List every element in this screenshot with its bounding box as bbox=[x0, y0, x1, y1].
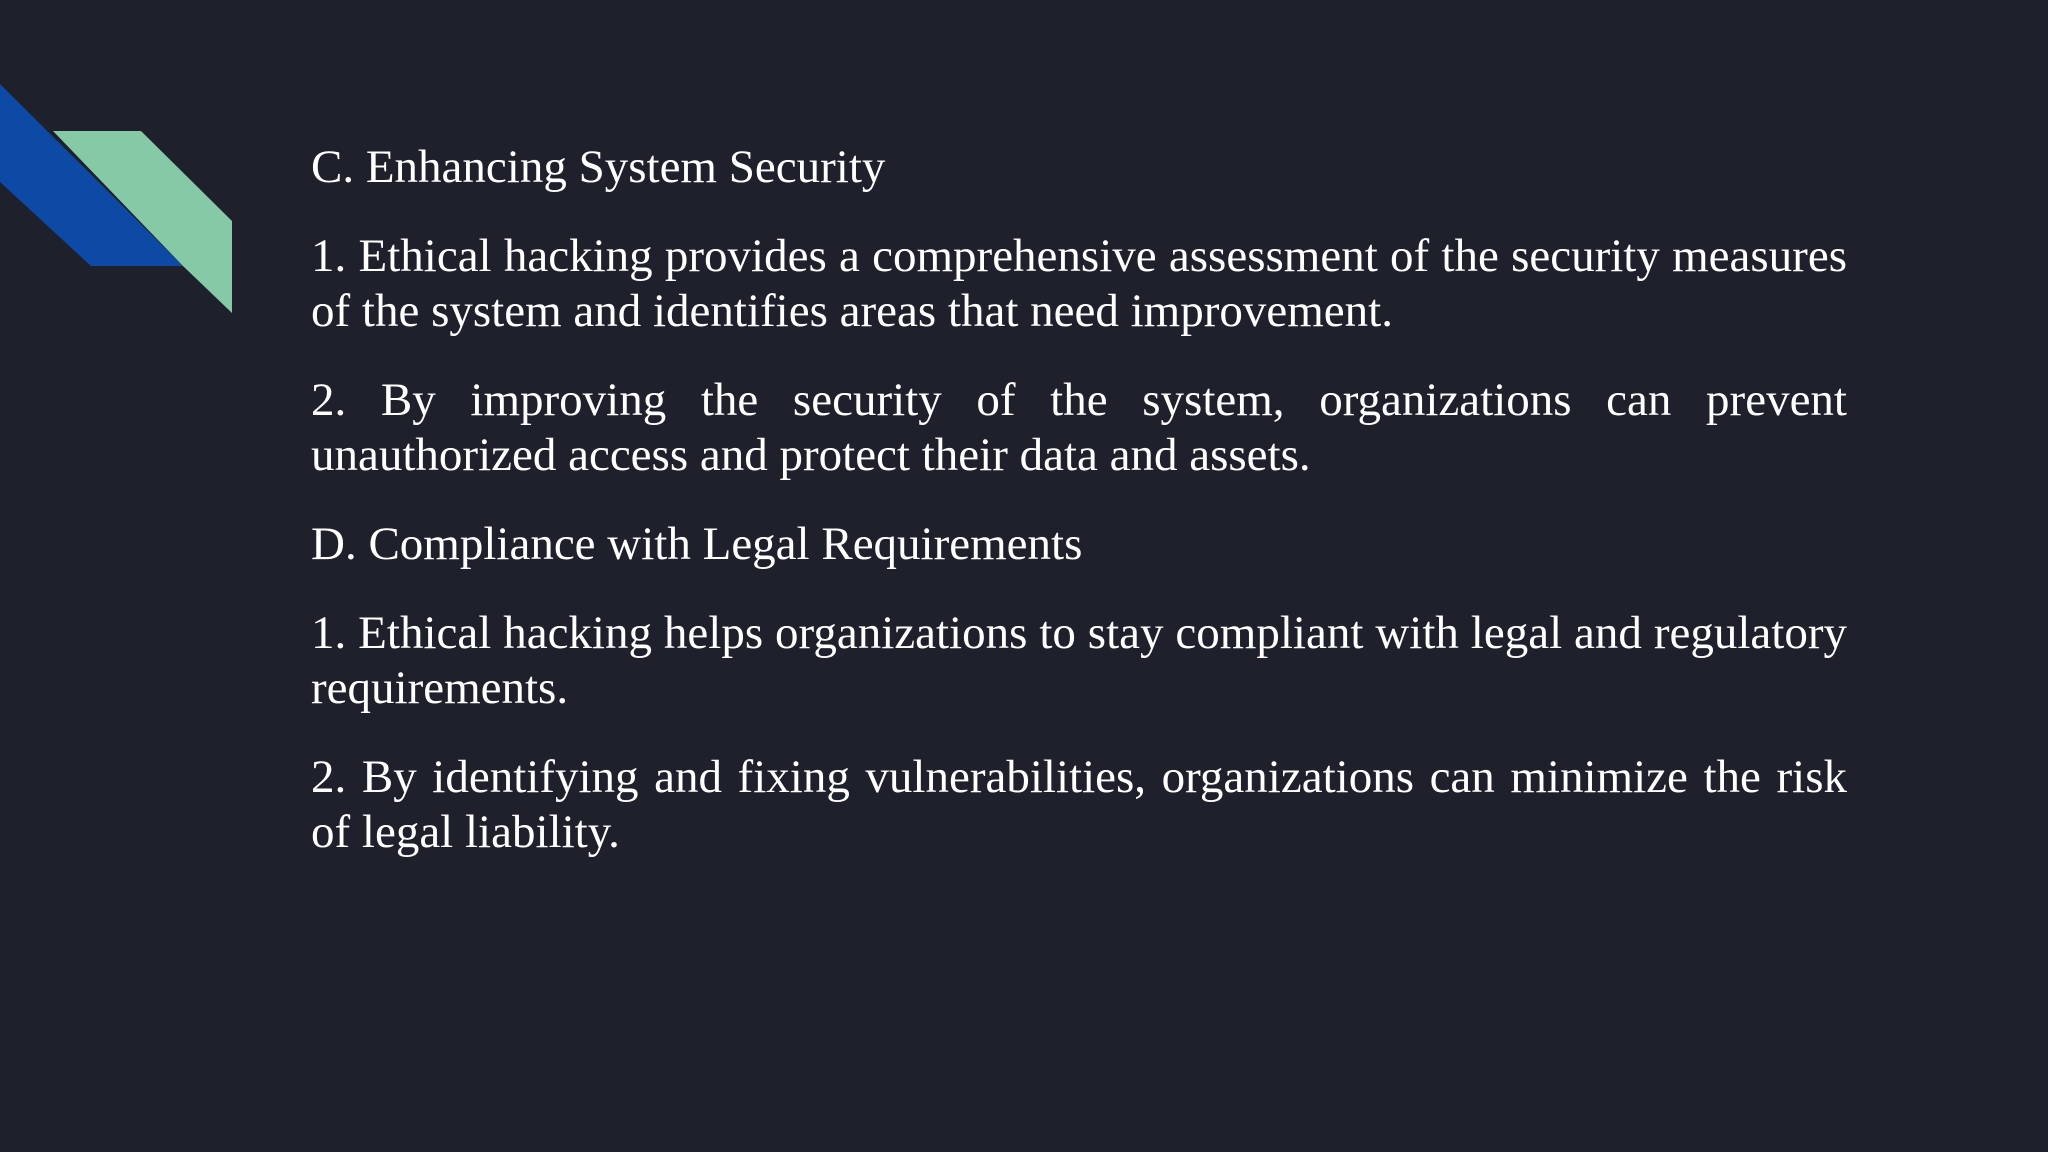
corner-ribbon-decoration bbox=[0, 0, 260, 340]
section-heading-d: D. Compliance with Legal Requirements bbox=[311, 518, 1083, 570]
section-heading-c: C. Enhancing System Security bbox=[311, 141, 886, 193]
section-c-item-1: 1. Ethical hacking provides a comprehensive assessment of the security measures of the system and identifies areas that need improvement. bbox=[311, 230, 1847, 337]
section-d-item-2: 2. By identifying and fixing vulnerabilities, organizations can minimize the risk of legal liability. bbox=[311, 751, 1847, 858]
section-d-item-1: 1. Ethical hacking helps organizations to stay compliant with legal and regulatory requirements. bbox=[311, 607, 1847, 714]
slide-body bbox=[311, 140, 1847, 894]
section-c-item-2: 2. By improving the security of the system, organizations can prevent unauthorized access and protect their data and assets. bbox=[311, 374, 1847, 481]
